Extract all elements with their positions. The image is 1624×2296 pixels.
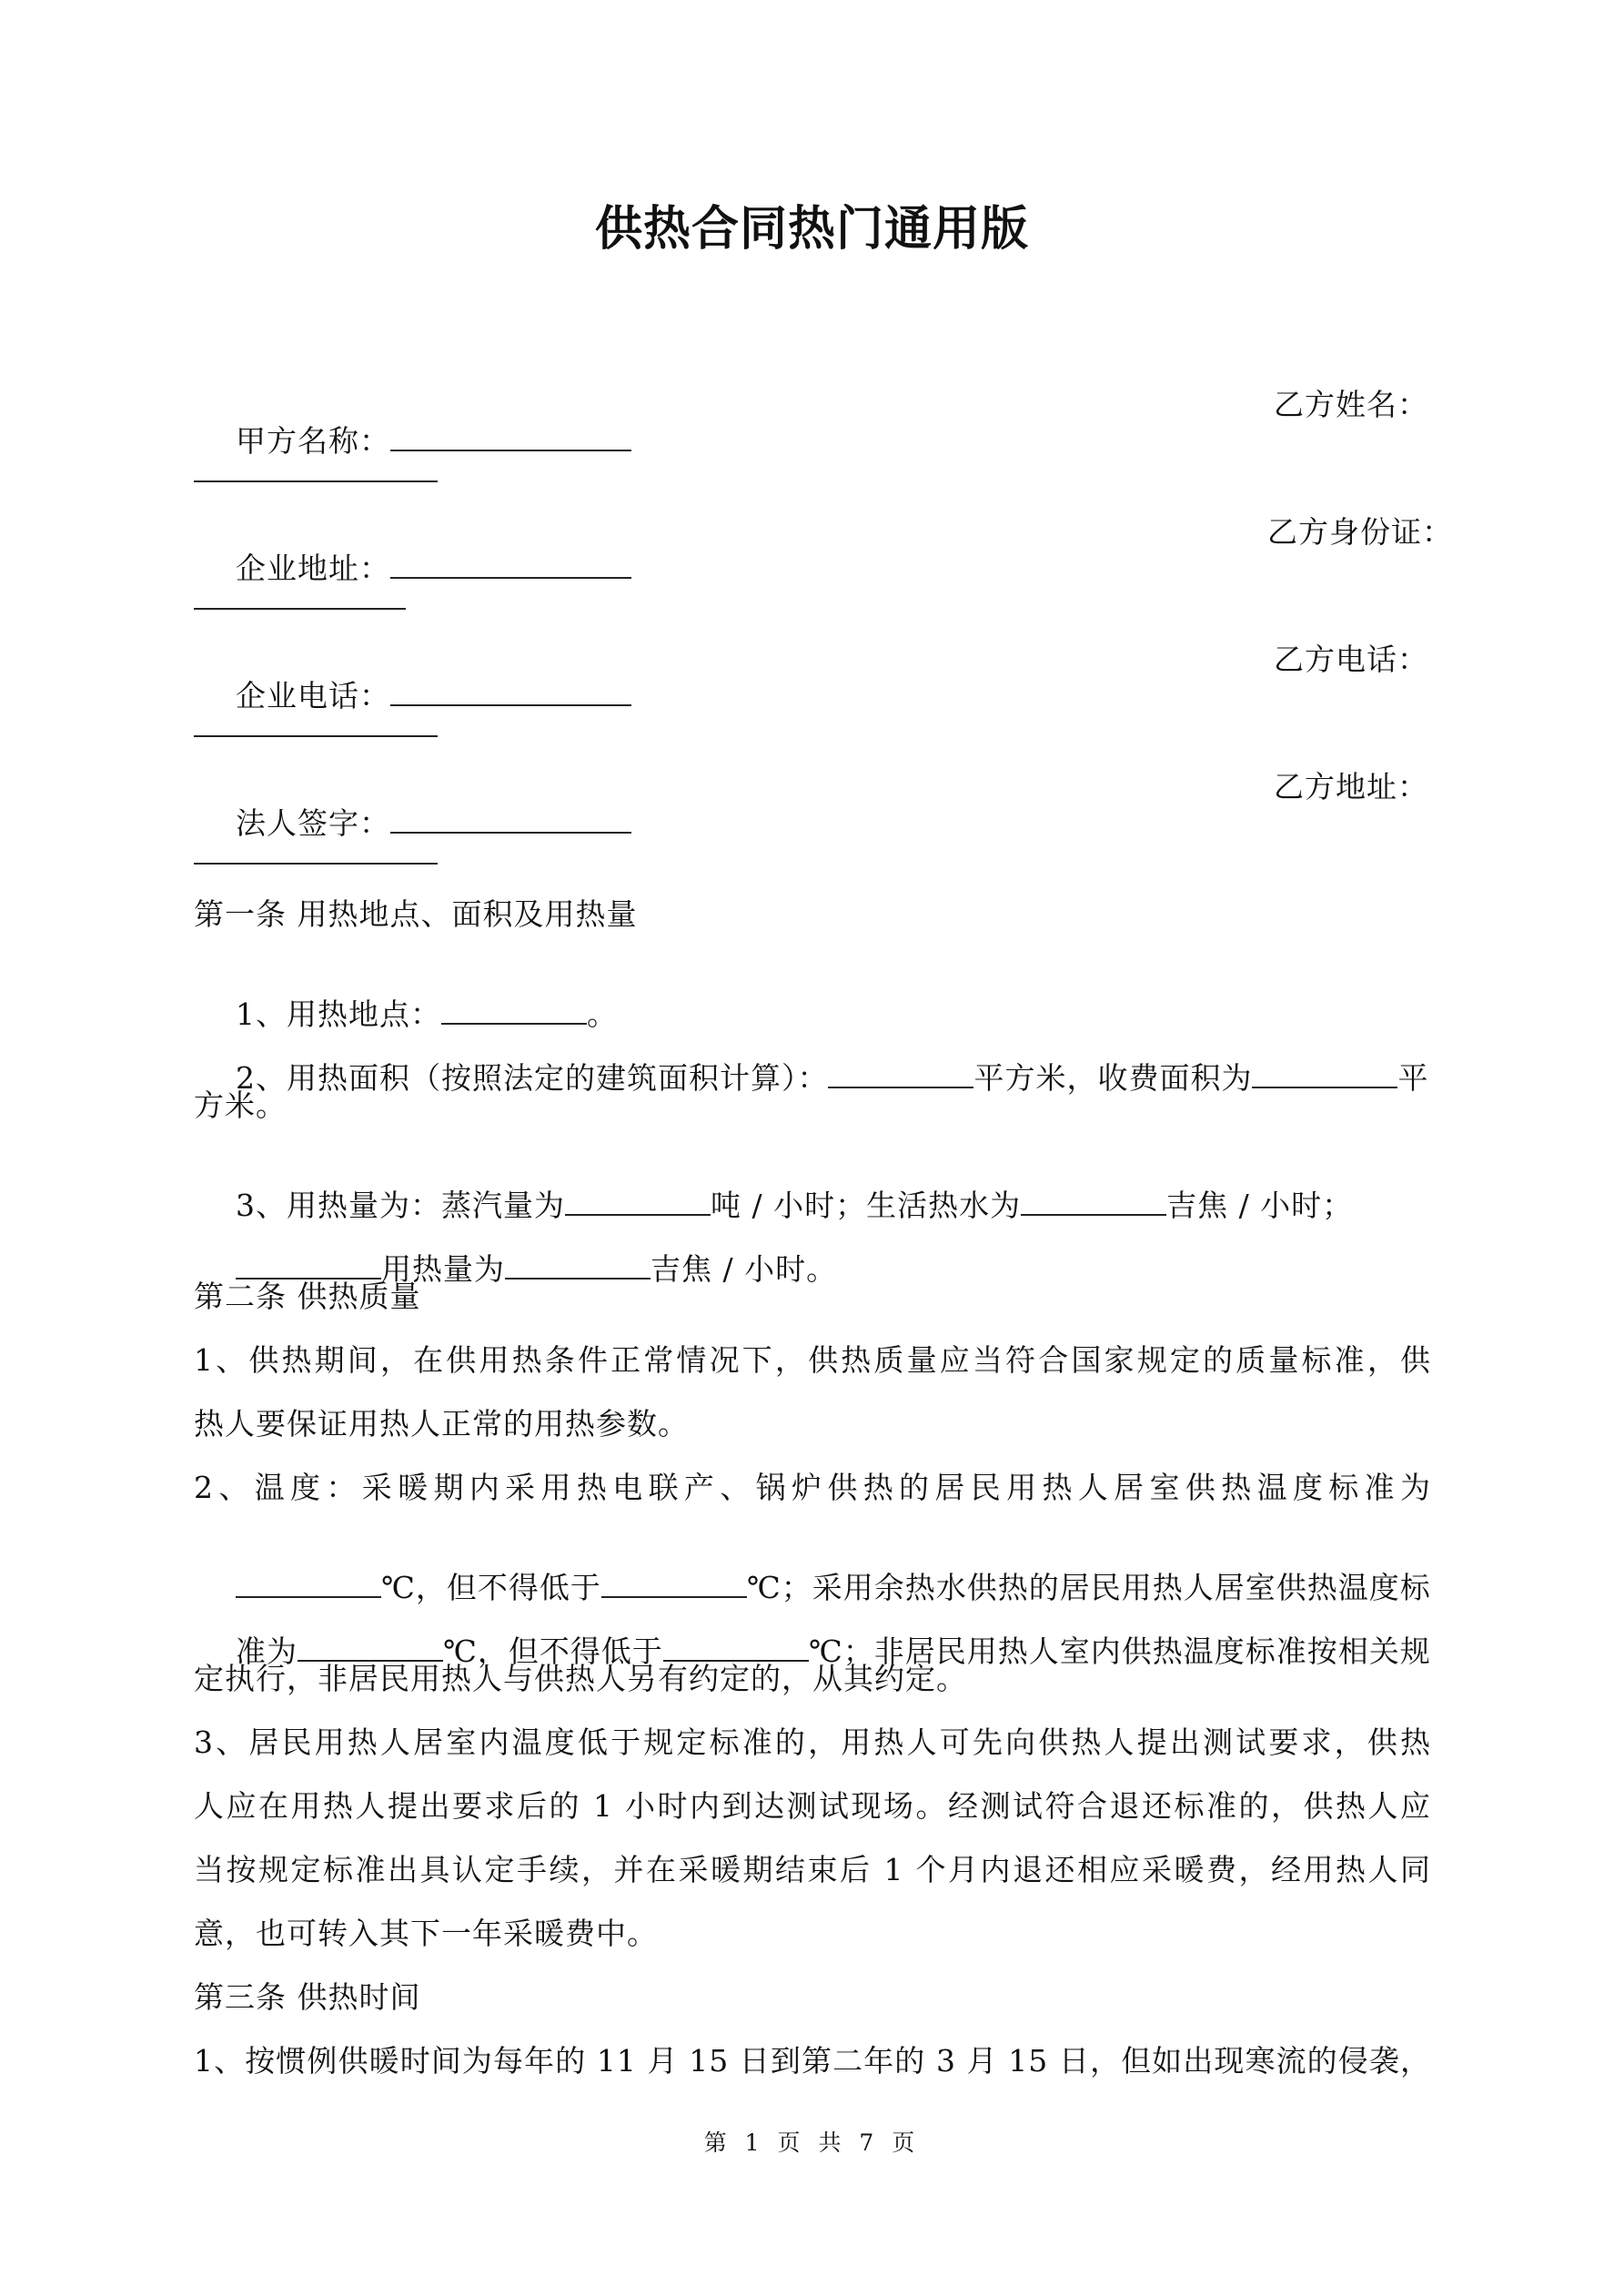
legal-signature-row [194,769,631,878]
temp-min-label: ℃，但不得低于 [380,1570,601,1605]
company-address-label: 企业地址： [235,551,390,586]
article2-p2-line4: 定执行，非居民用热人与供热人另有约定的，从其约定。 [194,1661,967,1696]
company-phone-field[interactable] [390,679,631,706]
heat-amount-field[interactable] [505,1252,651,1279]
party-b-address-label: 乙方地址： [1274,769,1428,804]
unit-text: 平 [1397,1060,1429,1096]
heat-location-field[interactable] [441,997,587,1025]
text: 准为 [235,1633,298,1669]
waste-heat-text: ℃；采用余热水供热的居民用热人居室供热温度标 [746,1570,1431,1605]
document-title: 供热合同热门通用版 [594,201,1029,257]
party-b-phone-field[interactable] [194,735,438,737]
company-address-field[interactable] [390,551,631,579]
article2-p3-line2: 人应在用热人提出要求后的 1 小时内到达测试现场。经测试符合退还标准的，供热人应 [194,1788,1431,1824]
waste-heat-min-field[interactable] [663,1634,809,1662]
article1-item2-cont: 方米。 [194,1087,287,1123]
heat-location-label: 1、用热地点： [235,996,441,1032]
article2-p1-line1: 1、供热期间，在供用热条件正常情况下，供热质量应当符合国家规定的质量标准，供 [194,1342,1431,1378]
party-b-address-field[interactable] [194,863,438,865]
party-b-phone-label: 乙方电话： [1274,642,1428,677]
article2-heading: 第二条 供热质量 [194,1279,421,1314]
article2-p3-line4: 意，也可转入其下一年采暖费中。 [194,1916,658,1951]
unit-text: 吉焦 / 小时； [1166,1188,1354,1223]
company-phone-label: 企业电话： [235,678,390,713]
article3-p1-line1: 1、按惯例供暖时间为每年的 11 月 15 日到第二年的 3 月 15 日，但如出现寒流的侵袭， [194,2043,1431,2079]
charge-area-label: 平方米，收费面积为 [973,1060,1253,1096]
article1-item2 [194,1024,1428,1133]
period: 。 [586,996,618,1032]
company-address-row [194,514,631,623]
temp-min-field[interactable] [601,1571,747,1598]
legal-signature-label: 法人签字： [235,805,390,841]
article2-p3-line3: 当按规定标准出具认定手续，并在采暖期结束后 1 个月内退还相应采暖费，经用热人同 [194,1852,1431,1887]
heat-area-label: 2、用热面积（按照法定的建筑面积计算）： [235,1060,829,1096]
party-b-id-field[interactable] [194,608,406,610]
steam-amount-field[interactable] [565,1188,711,1216]
hot-water-amount-field[interactable] [1021,1188,1166,1216]
waste-heat-temp-field[interactable] [298,1634,443,1662]
heat-area-field[interactable] [828,1061,973,1088]
unit-text: 吉焦 / 小时。 [650,1251,838,1287]
hot-water-label: 吨 / 小时；生活热水为 [710,1188,1022,1223]
article2-p2-line1: 2、温度：采暖期内采用热电联产、锅炉供热的居民用热人居室供热温度标准为 [194,1470,1431,1505]
temp-standard-field[interactable] [236,1571,381,1598]
party-a-name-label: 甲方名称： [235,423,390,459]
article2-p3-line1: 3、居民用热人居室内温度低于规定标准的，用热人可先向供热人提出测试要求，供热 [194,1725,1431,1760]
party-b-name-label: 乙方姓名： [1274,387,1428,422]
steam-label: 3、用热量为：蒸汽量为 [235,1188,565,1223]
article3-heading: 第三条 供热时间 [194,1979,421,2015]
party-a-name-field[interactable] [390,424,631,451]
text: ℃，但不得低于 [442,1633,663,1669]
text: ℃；非居民用热人室内供热温度标准按相关规 [808,1633,1431,1669]
article2-p1-line2: 热人要保证用热人正常的用热参数。 [194,1406,689,1441]
company-phone-row [194,642,631,751]
party-b-id-label: 乙方身份证： [1267,514,1453,550]
heat-type-field[interactable] [236,1252,381,1279]
article1-heading: 第一条 用热地点、面积及用热量 [194,896,638,932]
charge-area-field[interactable] [1252,1061,1397,1088]
legal-signature-field[interactable] [390,806,631,834]
page-number: 第 1 页 共 7 页 [703,2129,921,2156]
party-a-name-row [194,387,631,496]
heat-amount-label: 用热量为 [380,1251,505,1287]
party-b-name-field[interactable] [194,480,438,482]
